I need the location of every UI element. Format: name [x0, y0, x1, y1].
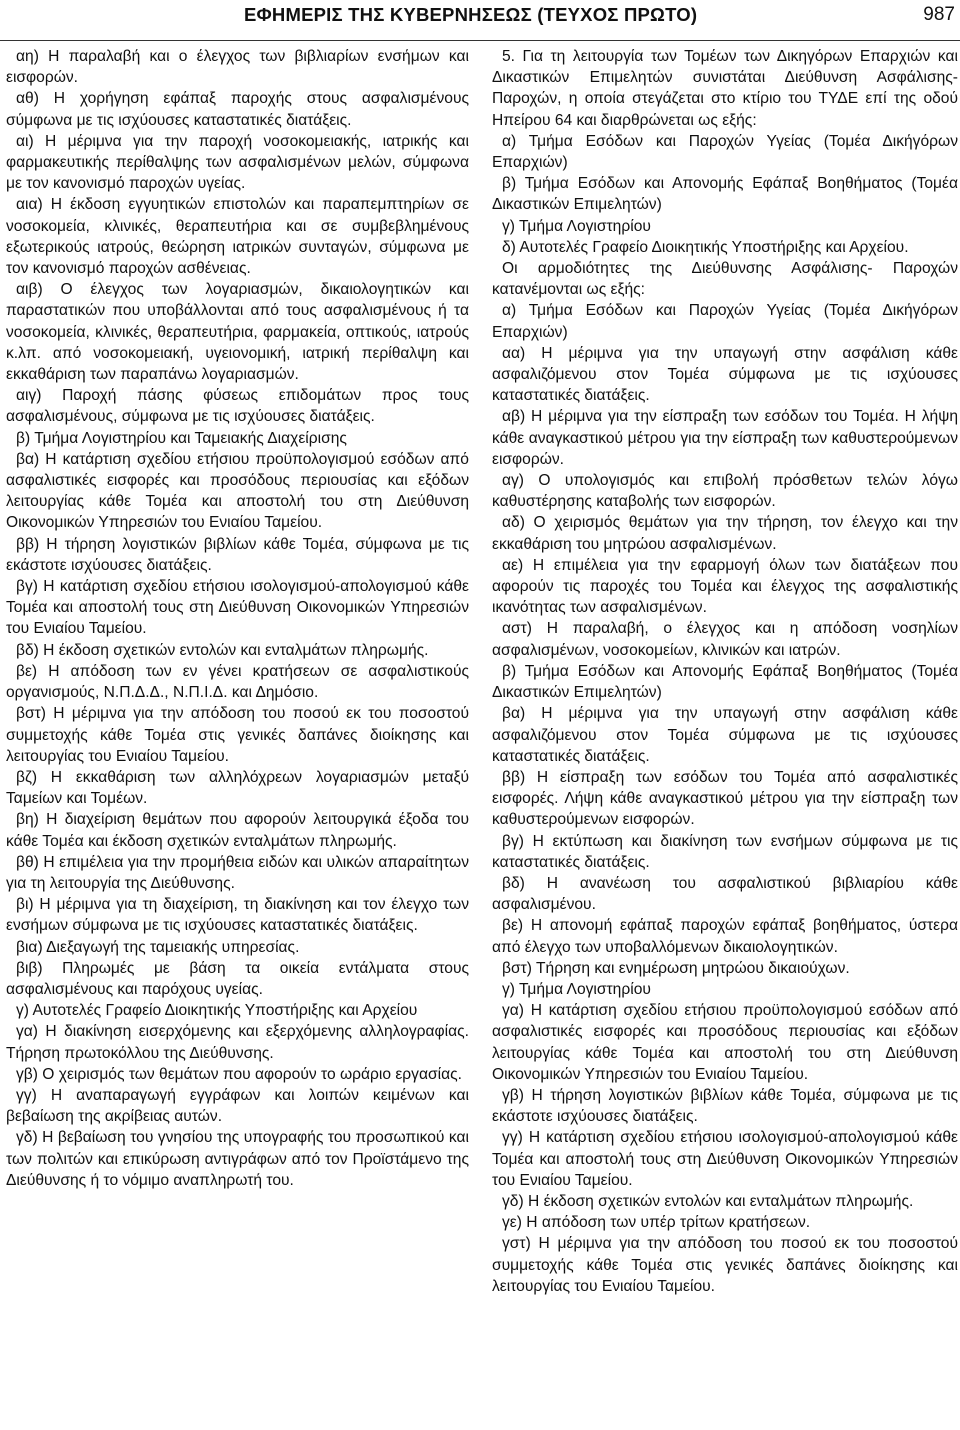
paragraph: βια) Διεξαγωγή της ταμειακής υπηρεσίας. [16, 938, 300, 956]
paragraph: αιβ) Ο έλεγχος των λογαριασμών, δικαιολογητικών και παραστατικών που υποβάλλονται από τους ασφαλισμένους ή τα νοσοκομεία, κλινικές, θεραπευτήρια, φαρμακεία, οπτικούς, ιατρούς κ.λπ. από νοσοκομειακή, υγειονομική, ιατρική περίθαλψη και εκκαθάριση των παραπάνω λογαριασμών. [6, 281, 469, 384]
paragraph: βδ) Η έκδοση σχετικών εντολών και ενταλμάτων πληρωμής. [16, 641, 429, 659]
paragraph: βστ) Η μέριμνα για την απόδοση του ποσού εκ του ποσοστού συμμετοχής κάθε Τομέα στις γενικές δαπάνες διοίκησης και λειτουργίας του Ενιαίου Ταμείου. [6, 705, 469, 765]
paragraph: βζ) Η εκκαθάριση των αλληλόχρεων λογαριασμών μεταξύ Ταμείων και Τομέων. [6, 768, 469, 808]
paragraph: βθ) Η επιμέλεια για την προμήθεια ειδών και υλικών απαραίτητων για τη λειτουργία της Διεύθυνσης. [6, 853, 469, 892]
paragraph: β) Τμήμα Λογιστηρίου και Ταμειακής Διαχείρισης [16, 429, 347, 447]
paragraph: βστ) Τήρηση και ενημέρωση μητρώου δικαιούχων. [502, 959, 850, 977]
paragraph: β) Τμήμα Εσόδων και Απονομής Εφάπαξ Βοηθήματος (Τομέα Δικαστικών Επιμελητών) [492, 662, 958, 702]
paragraph: αι) Η μέριμνα για την παροχή νοσοκομειακής, ιατρικής και φαρμακευτικής περίθαλψης των ασφαλισμένων μελών, σύμφωνα με τον κανονισμό παροχών υγείας. [6, 132, 469, 193]
paragraph: βγ) Η κατάρτιση σχεδίου ετήσιου ισολογισμού-απολογισμού κάθε Τομέα και αποστολή τους στη Διεύθυνση Οικονομικών Υπηρεσιών του Ενιαίου Ταμείου. [6, 578, 469, 638]
paragraph: α) Τμήμα Εσόδων και Παροχών Υγείας (Τομέα Δικήγόρων Επαρχιών) [492, 302, 958, 341]
page-number: 987 [923, 4, 955, 25]
right-column [492, 46, 958, 1297]
paragraph: βη) Η διαχείριση θεμάτων που αφορούν λειτουργικά έξοδα του κάθε Τομέα και έκδοση σχετικών ενταλμάτων πληρωμής. [6, 811, 469, 850]
paragraph: γ) Αυτοτελές Γραφείο Διοικητικής Υποστήριξης και Αρχείου [16, 1002, 418, 1020]
paragraph: βγ) Η εκτύπωση και διακίνηση των ενσήμων σύμφωνα με τις καταστατικές διατάξεις. [492, 832, 958, 871]
paragraph: αε) Η επιμέλεια για την εφαρμογή όλων των διατάξεων που αφορούν τις παροχές του Τομέα και έλεγχος της ασφαλιστικής ικανότητας των ασφαλισμένων. [492, 556, 958, 617]
left-column [6, 46, 469, 1191]
paragraph: δ) Αυτοτελές Γραφείο Διοικητικής Υποστήριξης και Αρχείου. [502, 238, 909, 256]
paragraph: γα) Η κατάρτιση σχεδίου ετήσιου προϋπολογισμού εσόδων από ασφαλιστικές εισφορές και προσόδους περιουσίας και εξόδων λειτουργίας κάθε Τομέα και αποστολή του στη Διεύθυνση Οικονομικών Υπηρεσιών του Ενιαίου Ταμείου. [492, 1002, 958, 1083]
paragraph: βι) Η μέριμνα για τη διαχείριση, τη διακίνηση και τον έλεγχο των ενσήμων σύμφωνα με τις ισχύουσες καταστατικές διατάξεις. [6, 896, 469, 935]
paragraph: βδ) Η ανανέωση του ασφαλιστικού βιβλιαρίου κάθε ασφαλισμένου. [492, 874, 958, 914]
paragraph: γστ) Η μέριμνα για την απόδοση του ποσού εκ του ποσοστού συμμετοχής κάθε Τομέα στις γενικές δαπάνες διοίκησης και λειτουργίας του Ενιαίου Ταμείου. [492, 1235, 958, 1295]
paragraph: βα) Η κατάρτιση σχεδίου ετήσιου προϋπολογισμού εσόδων από ασφαλιστικές εισφορές και προσόδους περιουσίας και εξόδων λειτουργίας κάθε Τομέα και αποστολή του στη Διεύθυνση Οικονομικών Υπηρεσιών του Ενιαίου Ταμείου. [6, 450, 469, 532]
paragraph: γε) Η απόδοση των υπέρ τρίτων κρατήσεων. [502, 1214, 811, 1232]
page-header [0, 0, 960, 41]
paragraph: ββ) Η είσπραξη των εσόδων του Τομέα από ασφαλιστικές εισφορές. Λήψη κάθε αναγκαστικού μέτρου για την είσπραξη των καθυστερούμενων εισφορών. [492, 768, 958, 829]
paragraph: αδ) Ο χειρισμός θεμάτων για την τήρηση, τον έλεγχο και την εκκαθάριση του μητρώου ασφαλισμένων. [492, 514, 958, 553]
paragraph: γγ) Η κατάρτιση σχεδίου ετήσιου ισολογισμού-απολογισμού κάθε Τομέα και αποστολή τους στη Διεύθυνση Οικονομικών Υπηρεσιών του Ενιαίου Ταμείου. [492, 1129, 958, 1189]
paragraph: γγ) Η αναπαραγωγή εγγράφων και λοιπών κειμένων και βεβαίωση της ακρίβειας αυτών. [6, 1086, 469, 1126]
paragraph: βε) Η απονομή εφάπαξ παροχών εφάπαξ βοηθήματος, ύστερα από έλεγχο των υποβαλλόμενων δικαιολογητικών. [492, 917, 958, 956]
paragraph: Οι αρμοδιότητες της Διεύθυνσης Ασφάλισης- Παροχών κατανέμονται ως εξής: [492, 260, 958, 299]
paragraph: 5. Για τη λειτουργία των Τομέων των Δικηγόρων Επαρχιών και Δικαστικών Επιμελητών συνιστάται Διεύθυνση Ασφάλισης-Παροχών, η οποία στεγάζεται στο κτίριο του ΤΥΔΕ επί της οδού Ηπείρου 64 και διαρθρώνεται ως εξής: [492, 48, 958, 129]
paragraph: γδ) Η έκδοση σχετικών εντολών και ενταλμάτων πληρωμής. [502, 1192, 914, 1210]
paragraph: γα) Η διακίνηση εισερχόμενης και εξερχόμενης αλληλογραφίας. Τήρηση πρωτοκόλλου της Διεύθυνσης. [6, 1023, 469, 1062]
paragraph: αιγ) Παροχή πάσης φύσεως επιδομάτων προς τους ασφαλισμένους, σύμφωνα με τις ισχύουσες διατάξεις. [6, 387, 469, 426]
paragraph: βε) Η απόδοση των εν γένει κρατήσεων σε ασφαλιστικούς οργανισμούς, Ν.Π.Δ.Δ., Ν.Π.Ι.Δ. και Δημόσιο. [6, 662, 469, 702]
paragraph: βιβ) Πληρωμές με βάση τα οικεία εντάλματα στους ασφαλισμένους και παρόχους υγείας. [6, 959, 469, 998]
paragraph: αστ) Η παραλαβή, ο έλεγχος και η απόδοση νοσηλίων ασφαλισμένων, νοσοκομείων, κλινικών και ιατρών. [492, 620, 958, 659]
paragraph: αια) Η έκδοση εγγυητικών επιστολών και παραπεμπτηρίων σε νοσοκομεία, κλινικές, θεραπευτήρια και σε συμβεβλημένους εξωτερικούς ιατρούς, θεώρηση ιατρικών συνταγών, σύμφωνα με τον κανονισμό παροχών ασθένειας. [6, 196, 469, 278]
paragraph: αη) Η παραλαβή και ο έλεγχος των βιβλιαρίων ενσήμων και εισφορών. [6, 48, 469, 87]
paragraph: αθ) Η χορήγηση εφάπαξ παροχής στους ασφαλισμένους σύμφωνα με τις ισχύουσες καταστατικές διατάξεις. [6, 90, 469, 129]
paragraph: αβ) Η μέριμνα για την είσπραξη των εσόδων του Τομέα. Η λήψη κάθε αναγκαστικού μέτρου για την είσπραξη των καθυστερούμενων εισφορών. [492, 408, 958, 468]
paragraph: γ) Τμήμα Λογιστηρίου [502, 217, 651, 235]
paragraph: βα) Η μέριμνα για την υπαγωγή στην ασφάλιση κάθε ασφαλιζόμενου στον Τομέα σύμφωνα με τις ισχύουσες καταστατικές διατάξεις. [492, 705, 958, 765]
paragraph: αα) Η μέριμνα για την υπαγωγή στην ασφάλιση κάθε ασφαλιζόμενου στον Τομέα σύμφωνα με τις ισχύουσες καταστατικές διατάξεις. [492, 344, 958, 405]
gazette-title: ΕΦΗΜΕΡΙΣ ΤΗΣ ΚΥΒΕΡΝΗΣΕΩΣ (ΤΕΥΧΟΣ ΠΡΩΤΟ) [244, 4, 698, 25]
paragraph: ββ) Η τήρηση λογιστικών βιβλίων κάθε Τομέα, σύμφωνα με τις εκάστοτε ισχύουσες διατάξεις. [6, 535, 469, 574]
paragraph: γδ) Η βεβαίωση του γνησίου της υπογραφής του προσωπικού και των πολιτών και επικύρωση αντιγράφων από τον Προϊστάμενο της Διεύθυνσης ή το νόμιμο αναπληρωτή του. [6, 1129, 469, 1189]
paragraph: γβ) Η τήρηση λογιστικών βιβλίων κάθε Τομέα, σύμφωνα με τις εκάστοτε ισχύουσες διατάξεις. [492, 1086, 958, 1126]
paragraph: αγ) Ο υπολογισμός και επιβολή πρόσθετων τελών λόγω καθυστέρησης καταβολής των εισφορών. [492, 472, 958, 511]
paragraph: γ) Τμήμα Λογιστηρίου [502, 980, 651, 998]
paragraph: β) Τμήμα Εσόδων και Απονομής Εφάπαξ Βοηθήματος (Τομέα Δικαστικών Επιμελητών) [492, 175, 958, 214]
paragraph: γβ) Ο χειρισμός των θεμάτων που αφορούν το ωράριο εργασίας. [16, 1065, 462, 1083]
paragraph: α) Τμήμα Εσόδων και Παροχών Υγείας (Τομέα Δικήγόρων Επαρχιών) [492, 132, 958, 172]
